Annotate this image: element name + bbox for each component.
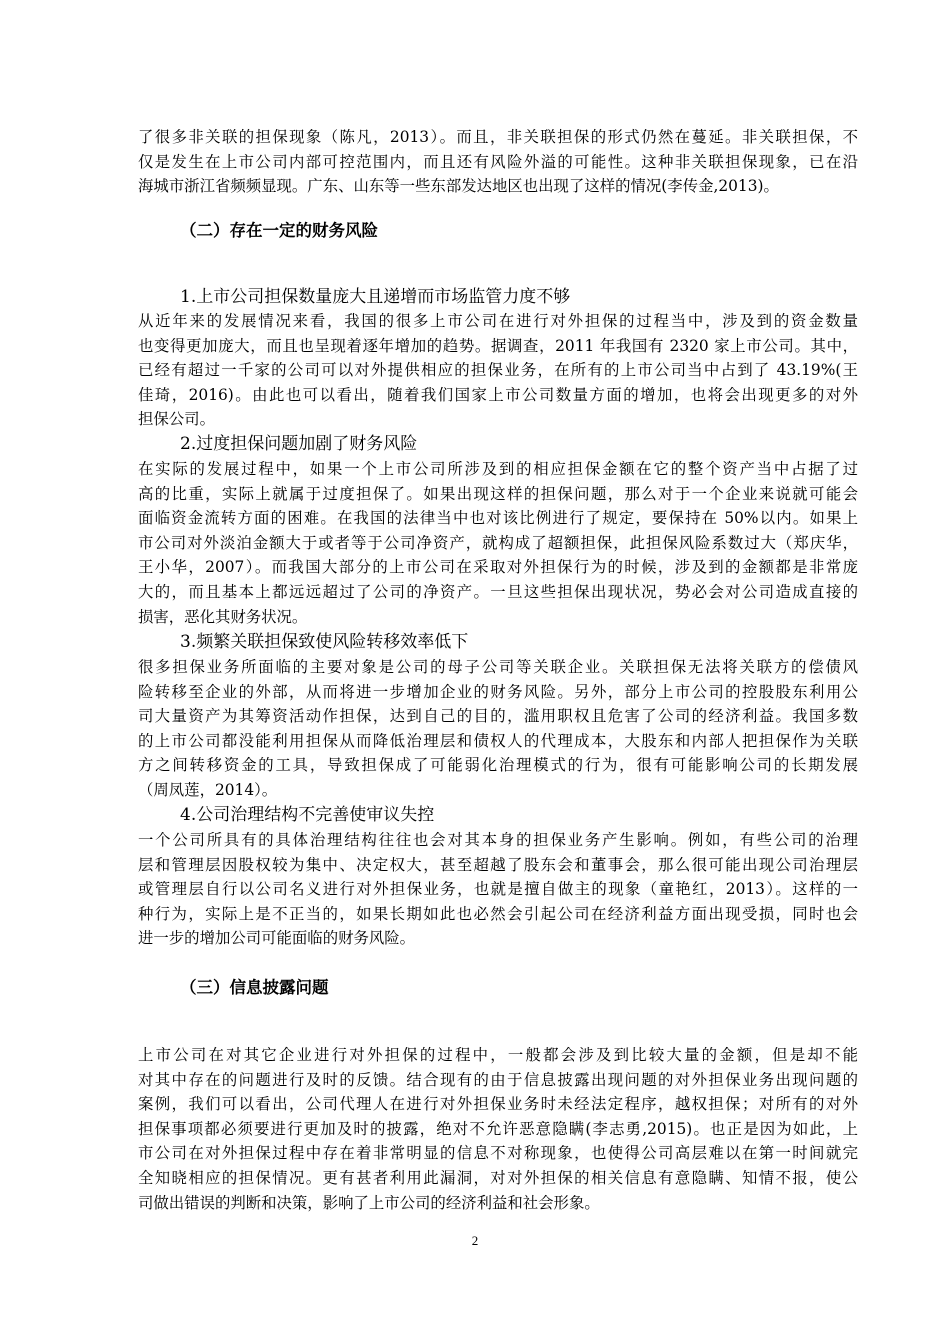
paragraph-line: 司大量资产为其筹资活动作担保，达到自己的目的，滥用职权且危害了公司的经济利益。我国多数	[138, 707, 858, 726]
subsection-heading: 4.公司治理结构不完善使审议失控	[180, 805, 435, 825]
paragraph-line: 担保事项都必须要进行更加及时的披露，绝对不允许恶意隐瞒(李志勇,2015)。也正是因为如此，上	[138, 1119, 858, 1138]
paragraph-line: 面临资金流转方面的困难。在我国的法律当中也对该比例进行了规定，要保持在 50%以内。如果上	[138, 509, 858, 528]
paragraph-line: 方之间转移资金的工具，导致担保成了可能弱化治理模式的行为，很有可能影响公司的长期发展	[138, 756, 858, 775]
paragraph-line: 市公司对外淡泊金额大于或者等于公司净资产，就构成了超额担保，此担保风险系数过大（郑庆华，	[138, 533, 858, 552]
paragraph-line: 的上市公司都没能利用担保从而降低治理层和债权人的代理成本，大股东和内部人把担保作为关联	[138, 731, 858, 750]
subsection-heading: 1.上市公司担保数量庞大且递增而市场监管力度不够	[180, 287, 571, 307]
paragraph-line: 在实际的发展过程中，如果一个上市公司所涉及到的相应担保金额在它的整个资产当中占据了过	[138, 460, 858, 478]
paragraph-line: 损害，恶化其财务状况。	[138, 607, 308, 626]
paragraph-line: 佳琦，2016)。由此也可以看出，随着我们国家上市公司数量方面的增加，也将会出现更多的对外	[138, 385, 858, 404]
paragraph-line: 大的，而且基本上都远远超过了公司的净资产。一旦这些担保出现状况，势必会对公司造成直接的	[138, 583, 858, 601]
paragraph-line: 对其中存在的问题进行及时的反馈。结合现有的由于信息披露出现问题的对外担保业务出现问题的	[138, 1070, 858, 1089]
paragraph-line: 层和管理层因股权较为集中、决定权大，甚至超越了股东会和董事会，那么很可能出现公司治理层	[138, 855, 858, 874]
paragraph-line: 或管理层自行以公司名义进行对外担保业务，也就是擅自做主的现象（童艳红，2013）。这样的一	[138, 880, 858, 899]
section-heading: （二）存在一定的财务风险	[180, 221, 378, 240]
paragraph-line: （周凤莲，2014）。	[138, 781, 278, 799]
paragraph-line: 险转移至企业的外部，从而将进一步增加企业的财务风险。另外，部分上市公司的控股股东利用公	[138, 682, 858, 701]
paragraph-line: 一个公司所具有的具体治理结构往往也会对其本身的担保业务产生影响。例如，有些公司的治理	[138, 831, 858, 849]
paragraph-line: 司做出错误的判断和决策，影响了上市公司的经济利益和社会形象。	[138, 1193, 600, 1212]
paragraph-line: 上市公司在对其它企业进行对外担保的过程中，一般都会涉及到比较大量的金额，但是却不能	[138, 1046, 858, 1064]
paragraph-line: 担保公司。	[138, 410, 215, 429]
paragraph-line: 王小华，2007）。而我国大部分的上市公司在采取对外担保行为的时候，涉及到的金额都是非常庞	[138, 558, 858, 577]
paragraph-line: 种行为，实际上是不正当的，如果长期如此也必然会引起公司在经济利益方面出现受损，同时也会	[138, 904, 858, 923]
page-number: 2	[471, 1233, 479, 1248]
paragraph-line: 全知晓相应的担保情况。更有甚者利用此漏洞，对对外担保的相关信息有意隐瞒、知情不报，使公	[138, 1169, 858, 1187]
paragraph-line: 也变得更加庞大，而且也呈现着逐年增加的趋势。据调查，2011 年我国有 2320 家上市公司。其中，	[138, 336, 858, 355]
section-heading: （三）信息披露问题	[180, 978, 329, 997]
paragraph-line: 已经有超过一千家的公司可以对外提供相应的担保业务，在所有的上市公司当中占到了 43.19%(王	[138, 361, 858, 380]
paragraph-line: 海城市浙江省频频显现。广东、山东等一些东部发达地区也出现了这样的情况(李传金,2013)。	[138, 177, 779, 196]
paragraph-line: 案例，我们可以看出，公司代理人在进行对外担保业务时未经法定程序，越权担保；对所有的对外	[138, 1095, 858, 1114]
subsection-heading: 3.频繁关联担保致使风险转移效率低下	[180, 632, 469, 652]
paragraph-line: 市公司在对外担保过程中存在着非常明显的信息不对称现象，也使得公司高层难以在第一时间就完	[138, 1144, 858, 1163]
paragraph-line: 从近年来的发展情况来看，我国的很多上市公司在进行对外担保的过程当中，涉及到的资金数量	[138, 312, 858, 330]
paragraph-line: 了很多非关联的担保现象（陈凡，2013）。而且，非关联担保的形式仍然在蔓延。非关联担保，不	[138, 128, 858, 146]
paragraph-line: 很多担保业务所面临的主要对象是公司的母子公司等关联企业。关联担保无法将关联方的偿债风	[138, 658, 858, 676]
paragraph-line: 进一步的增加公司可能面临的财务风险。	[138, 929, 416, 948]
paragraph-line: 仅是发生在上市公司内部可控范围内，而且还有风险外溢的可能性。这种非关联担保现象，已在沿	[138, 152, 858, 171]
paragraph-line: 高的比重，实际上就属于过度担保了。如果出现这样的担保问题，那么对于一个企业来说就可能会	[138, 484, 858, 503]
subsection-heading: 2.过度担保问题加剧了财务风险	[180, 434, 418, 454]
